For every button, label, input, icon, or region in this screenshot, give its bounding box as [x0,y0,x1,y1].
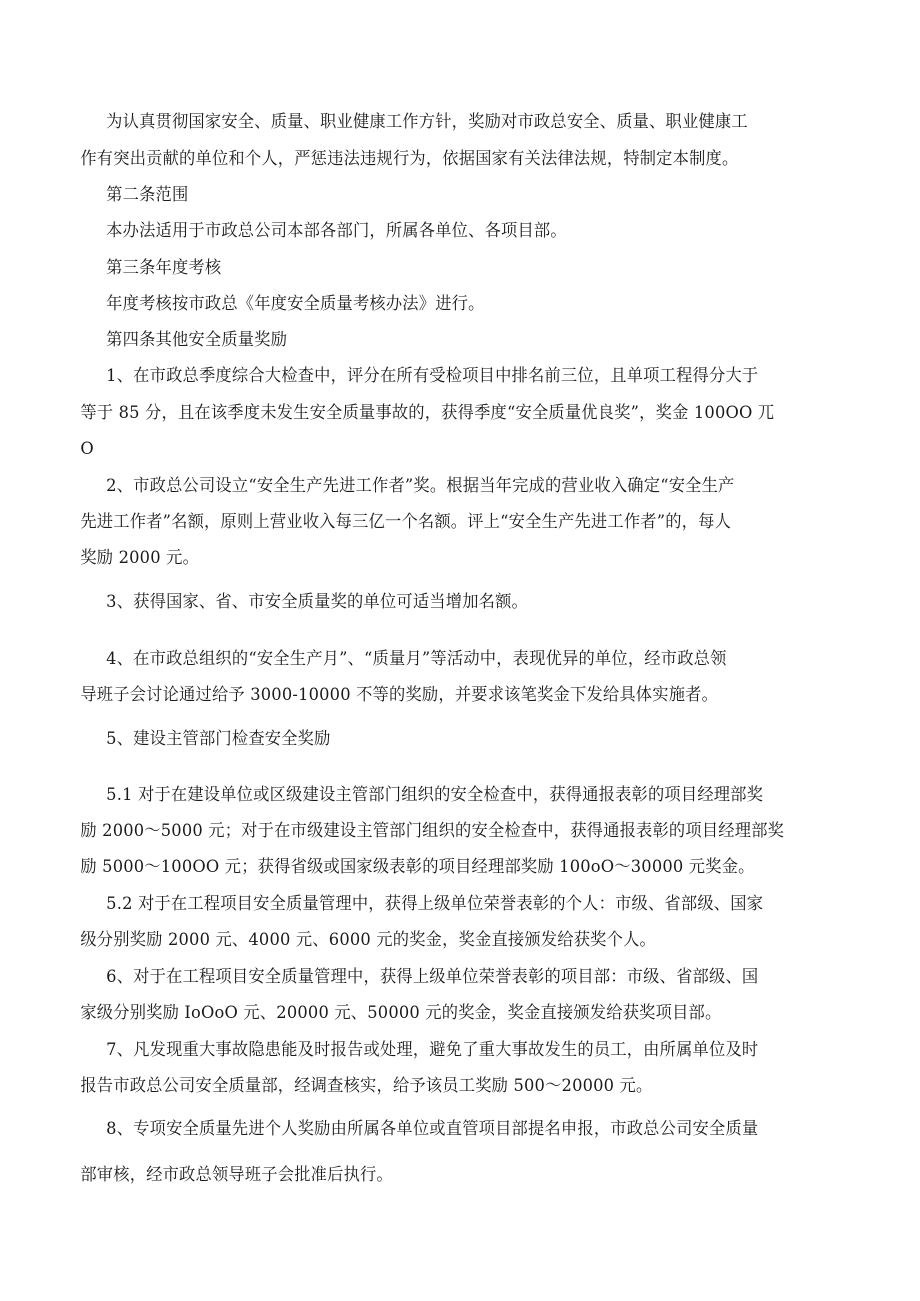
item-2-line-1: 2、市政总公司设立“安全生产先进工作者”奖。根据当年完成的营业收入确定“安全生产 [106,476,735,496]
item-4-line-1: 4、在市政总组织的“安全生产月”、“质量月”等活动中，表现优异的单位，经市政总领 [106,649,727,669]
item-5-2-line-1: 5.2 对于在工程项目安全质量管理中，获得上级单位荣誉表彰的个人：市级、省部级、国家 [106,894,764,914]
heading-article-3: 第三条年度考核 [106,258,222,278]
item-5-1-line-1: 5.1 对于在建设单位或区级建设主管部门组织的安全检查中，获得通报表彰的项目经理部奖 [106,785,764,805]
item-8-line-2: 部审核，经市政总领导班子会批准后执行。 [80,1165,393,1185]
item-2-line-3: 奖励 2000 元。 [80,548,200,568]
item-5: 5、建设主管部门检查安全奖励 [106,729,331,749]
item-6-line-2: 家级分别奖励 IoOoO 元、20000 元、50000 元的奖金，奖金直接颁发给获奖项目部。 [80,1003,722,1023]
heading-article-2: 第二条范围 [106,185,189,205]
item-2-line-2: 先进工作者”名额，原则上营业收入每三亿一个名额。评上“安全生产先进工作者”的，每人 [80,512,732,532]
item-8-line-1: 8、专项安全质量先进个人奖励由所属各单位或直管项目部提名申报，市政总公司安全质量 [106,1119,759,1139]
item-7-line-2: 报告市政总公司安全质量部，经调查核实，给予该员工奖励 500～20000 元。 [80,1076,653,1096]
paragraph-scope: 本办法适用于市政总公司本部各部门，所属各单位、各项目部。 [106,221,567,241]
item-1-line-3: O [80,439,94,459]
item-4-line-2: 导班子会讨论通过给予 3000-10000 不等的奖励，并要求该笔奖金下发给具体实施者。 [80,685,719,705]
heading-article-4: 第四条其他安全质量奖励 [106,330,288,350]
item-1-line-2: 等于 85 分，且在该季度未发生安全质量事故的，获得季度“安全质量优良奖”，奖金 100OO 兀 [80,403,775,423]
item-3: 3、获得国家、省、市安全质量奖的单位可适当增加名额。 [106,592,529,612]
item-1-line-1: 1、在市政总季度综合大检查中，评分在所有受检项目中排名前三位，且单项工程得分大于 [106,366,759,386]
item-5-2-line-2: 级分别奖励 2000 元、4000 元、6000 元的奖金，奖金直接颁发给获奖个人。 [80,930,656,950]
item-7-line-1: 7、凡发现重大事故隐患能及时报告或处理，避免了重大事故发生的员工，由所属单位及时 [106,1040,759,1060]
item-5-1-line-3: 励 5000～100OO 元；获得省级或国家级表彰的项目经理部奖励 100oO～30000 元奖金。 [80,857,755,877]
paragraph-annual-review: 年度考核按市政总《年度安全质量考核办法》进行。 [106,294,485,314]
item-5-1-line-2: 励 2000～5000 元；对于在市级建设主管部门组织的安全检查中，获得通报表彰的项目经理部奖 [80,821,785,841]
item-6-line-1: 6、对于在工程项目安全质量管理中，获得上级单位荣誉表彰的项目部：市级、省部级、国 [106,967,759,987]
paragraph-intro-line-1: 为认真贯彻国家安全、质量、职业健康工作方针，奖励对市政总安全、质量、职业健康工 [106,112,748,132]
paragraph-intro-line-2: 作有突出贡献的单位和个人，严惩违法违规行为，依据国家有关法律法规，特制定本制度。 [80,149,739,169]
